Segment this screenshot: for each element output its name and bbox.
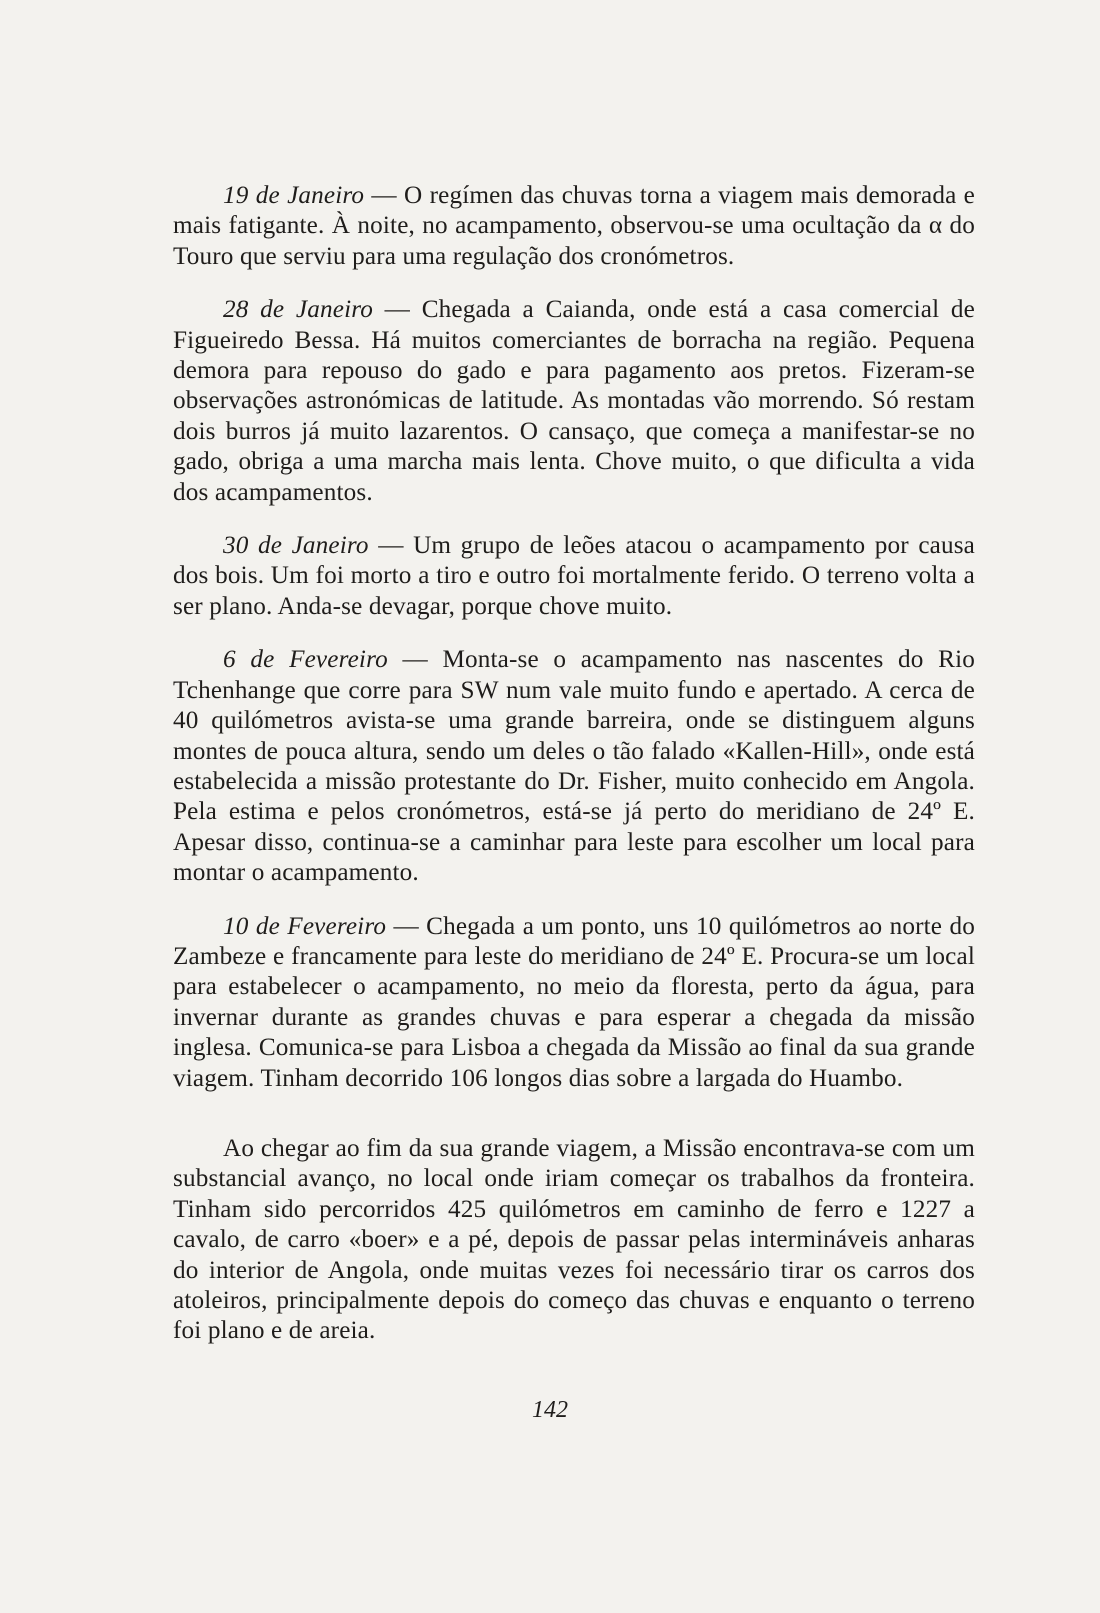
entry-text: Chegada a Caianda, onde está a casa comercial de Figueiredo Bessa. Há muitos comerciantes de borracha na região. Pequena demora para repouso do gado e para pagamento aos pretos. Fizeram-se observações astronómicas de latitude. As montadas vão morrendo. Só restam dois burros já muito lazarentos. O cansaço, que começa a manifestar-se no gado, obriga a uma marcha mais lenta. Chove muito, o que dificulta a vida dos acampamentos. [173,296,975,506]
entry-separator: — [387,646,443,674]
entry-text: Um grupo de leões atacou o acampamento por causa dos bois. Um foi morto a tiro e outro foi mortalmente ferido. O terreno volta a ser plano. Anda-se devagar, porque chove muito. [173,532,975,620]
entry-separator: — [364,182,404,209]
closing-paragraph: Ao chegar ao fim da sua grande viagem, a Missão encontrava-se com um substancial avanço, no local onde iriam começar os trabalhos da fronteira. Tinham sido percorridos 425 quilómetros em caminho de ferro e 1227 a cavalo, de carro «boer» e a pé, depois de passar pelas intermináveis anharas do interior de Angola, onde muitas vezes foi necessário tirar os carros dos atoleiros, principalmente depois do começo das chuvas e enquanto o terreno foi plano e de areia. [173,1134,975,1345]
entry-date: 10 de Fevereiro [223,912,387,940]
page-number: 142 [532,1397,568,1423]
entry-text: Monta-se o acampamento nas nascentes do Rio Tchenhange que corre para SW num vale muito fundo e apertado. A cerca de 40 quilómetros avista-se uma grande barreira, onde se distinguem alguns montes de pouca altura, sendo um deles o tão falado «Kallen-Hill», onde está estabelecida a missão protestante do Dr. Fisher, muito conhecido em Angola. Pela estima e pelos cronómetros, está-se já perto do meridiano de 24º E. Apesar disso, continua-se a caminhar para leste para escolher um local para montar o acampamento. [173,646,975,887]
body-text [173,181,975,1347]
diary-entry [173,295,975,508]
entry-date: 28 de Janeiro [223,296,373,324]
entry-separator: — [386,912,427,940]
entry-text: Chegada a um ponto, uns 10 quilómetros ao norte do Zambeze e francamente para leste do meridiano de 24º E. Procura-se um local para estabelecer o acampamento, no meio da floresta, perto da água, para invernar durante as grandes chuvas e para esperar a chegada da missão inglesa. Comunica-se para Lisboa a chegada da Missão ao final da sua grande viagem. Tinham decorrido 106 longos dias sobre a largada do Huambo. [173,912,975,1092]
entry-text: O regímen das chuvas torna a viagem mais demorada e mais fatigante. À noite, no acampamento, observou-se uma ocultação da α do Touro que serviu para uma regulação dos cronómetros. [173,182,975,270]
entry-separator: — [368,532,414,560]
diary-entry [173,912,975,1094]
entry-date: 30 de Janeiro [223,532,369,560]
diary-entry [173,181,975,272]
entry-date: 19 de Janeiro [223,182,365,209]
diary-entry [173,645,975,888]
entry-date: 6 de Fevereiro [223,646,388,674]
entry-separator: — [372,296,422,324]
diary-entry [173,531,975,622]
